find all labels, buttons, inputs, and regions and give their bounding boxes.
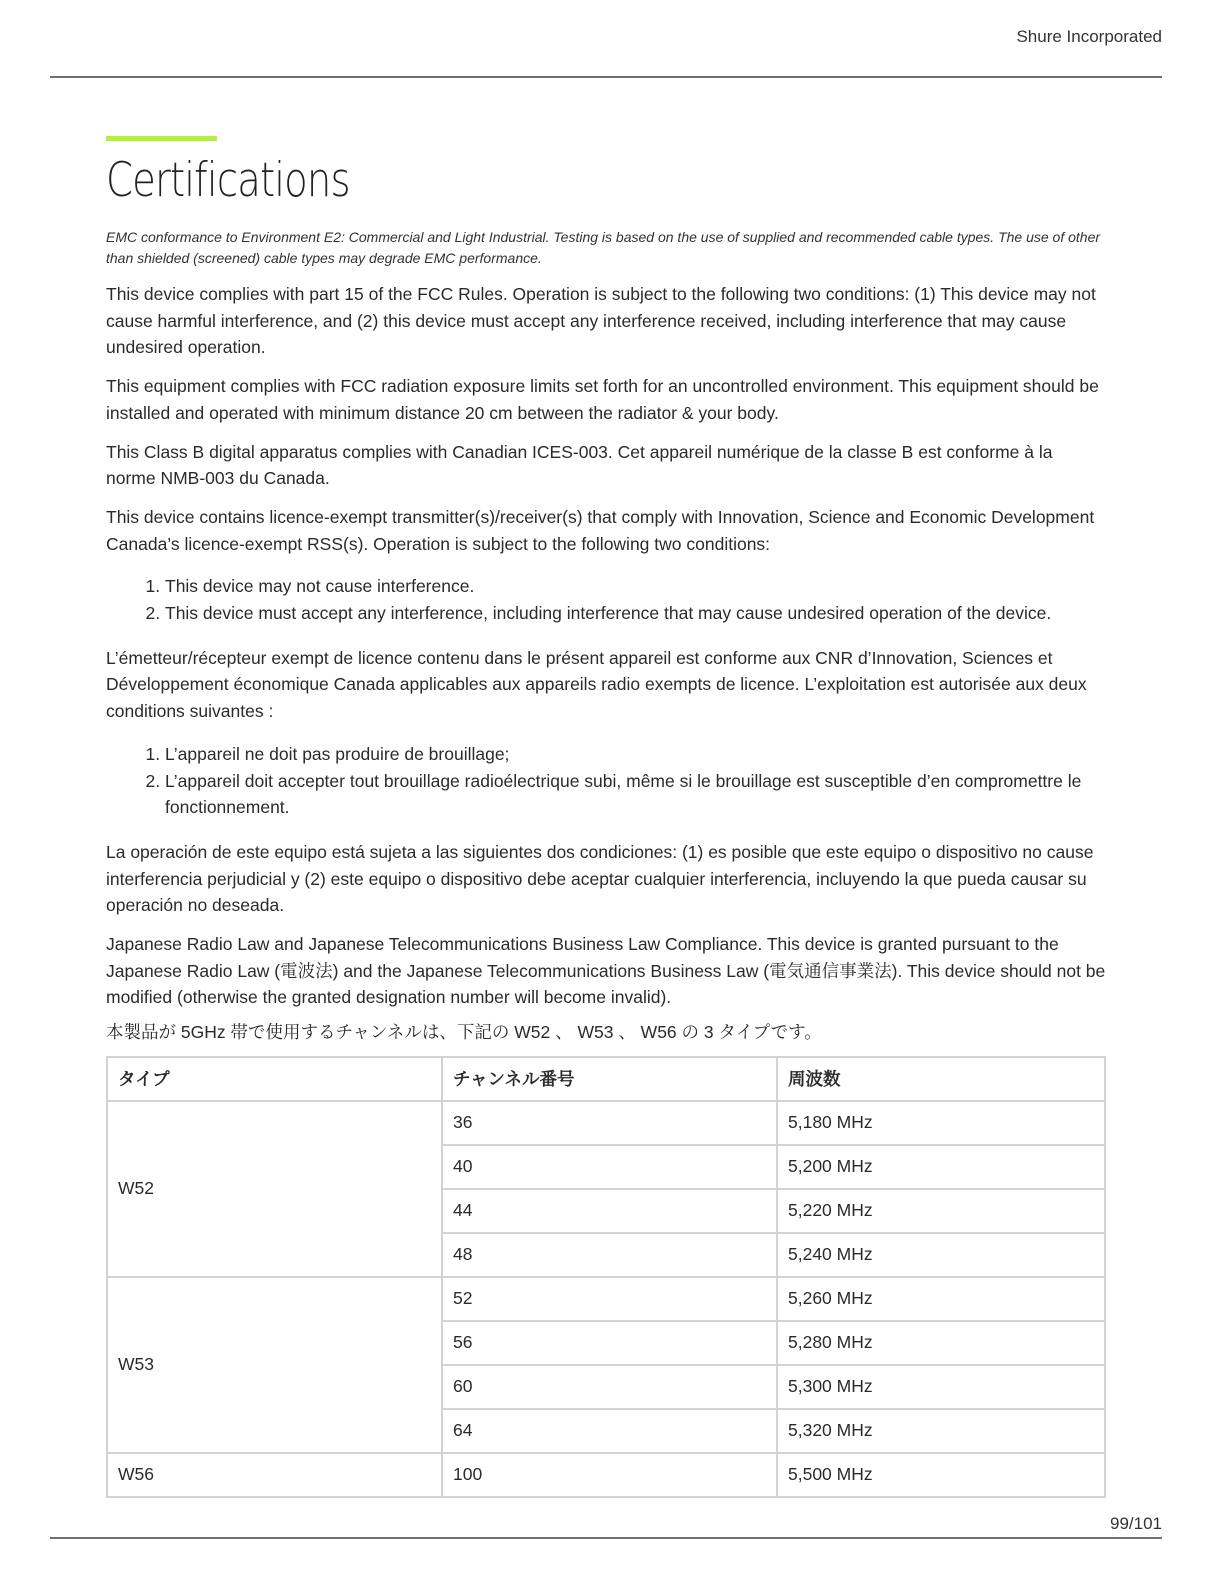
frequency-cell: 5,320 MHz xyxy=(777,1409,1105,1453)
page-title: Certifications xyxy=(106,153,350,208)
page-number: 99/101 xyxy=(1110,1514,1162,1533)
type-cell: W56 xyxy=(107,1453,442,1497)
header-channel: チャンネル番号 xyxy=(442,1057,777,1101)
frequency-cell: 5,300 MHz xyxy=(777,1365,1105,1409)
channel-cell: 44 xyxy=(442,1189,777,1233)
ised-french-conditions-list xyxy=(106,741,1106,821)
channel-cell: 60 xyxy=(442,1365,777,1409)
channel-cell: 52 xyxy=(442,1277,777,1321)
channel-cell: 64 xyxy=(442,1409,777,1453)
ised-french-paragraph: L’émetteur/récepteur exempt de licence contenu dans le présent appareil est conforme aux CNR d’Innovation, Sciences et Développement économique Canada applicables aux appareils radio exempts de licence. L’exploitation est autorisée aux deux conditions suivantes : xyxy=(106,647,1087,722)
emc-note: EMC conformance to Environment E2: Commercial and Light Industrial. Testing is based on the use of supplied and recommended cable types. The use of other than shielded (screened) cable types may degrade EMC performance. xyxy=(106,229,1101,266)
japan-5ghz-paragraph: 本製品が 5GHz 帯で使用するチャンネルは、下記の W52 、 W53 、 W56 の 3 タイプです。 xyxy=(106,1022,822,1043)
table-row xyxy=(107,1101,1105,1145)
frequency-cell: 5,200 MHz xyxy=(777,1145,1105,1189)
page-content xyxy=(106,136,1106,1498)
type-cell: W53 xyxy=(107,1277,442,1453)
list-item: 2. This device must accept any interference, including interference that may cause undesired operation of the device. xyxy=(165,600,1106,627)
japan-compliance-paragraph: Japanese Radio Law and Japanese Telecommunications Business Law Compliance. This device is granted pursuant to the Japanese Radio Law (電波法) and the Japanese Telecommunications Business Law (電気通信事業法). This device should not be modified (otherwise the granted designation number will become invalid). xyxy=(106,934,1106,1008)
list-item: 1. This device may not cause interference. xyxy=(165,573,1106,600)
ices-paragraph: This Class B digital apparatus complies with Canadian ICES-003. Cet appareil numérique de la classe B est conforme à la norme NMB-003 du Canada. xyxy=(106,441,1053,489)
header-company-name: Shure Incorporated xyxy=(1016,27,1162,46)
fcc-rf-exposure-paragraph: This equipment complies with FCC radiation exposure limits set forth for an uncontrolled environment. This equipment should be installed and operated with minimum distance 20 cm between the radiator & your body. xyxy=(106,376,1099,423)
channel-cell: 36 xyxy=(442,1101,777,1145)
title-accent-bar xyxy=(106,136,217,141)
channel-cell: 100 xyxy=(442,1453,777,1497)
frequency-cell: 5,260 MHz xyxy=(777,1277,1105,1321)
table-header-row xyxy=(107,1057,1105,1101)
channel-cell: 56 xyxy=(442,1321,777,1365)
header-frequency: 周波数 xyxy=(777,1057,1105,1101)
fcc-part15-paragraph: This device complies with part 15 of the FCC Rules. Operation is subject to the following two conditions: (1) This device may not cause harmful interference, and (2) this device must accept any interference received, including interference that may cause undesired operation. xyxy=(106,284,1096,358)
channel-cell: 48 xyxy=(442,1233,777,1277)
spanish-paragraph: La operación de este equipo está sujeta a las siguientes dos condiciones: (1) es posible que este equipo o dispositivo no cause interferencia perjudicial y (2) este equipo o dispositivo debe aceptar cualquier interferencia, incluyendo la que pueda causar su operación no deseada. xyxy=(106,841,1094,916)
table-row xyxy=(107,1453,1105,1497)
footer-divider xyxy=(50,1537,1162,1539)
frequency-cell: 5,240 MHz xyxy=(777,1233,1105,1277)
frequency-cell: 5,280 MHz xyxy=(777,1321,1105,1365)
header-type: タイプ xyxy=(107,1057,442,1101)
header-divider xyxy=(50,76,1162,78)
table-row xyxy=(107,1277,1105,1321)
type-cell: W52 xyxy=(107,1101,442,1277)
ised-paragraph: This device contains licence-exempt transmitter(s)/receiver(s) that comply with Innovation, Science and Economic Development Canada’s licence-exempt RSS(s). Operation is subject to the following two conditions: xyxy=(106,506,1095,554)
list-item: 2. L’appareil doit accepter tout brouillage radioélectrique subi, même si le brouillage est susceptible d’en compromettre le fonctionnement. xyxy=(165,768,1106,821)
frequency-cell: 5,500 MHz xyxy=(777,1453,1105,1497)
list-item: 1. L’appareil ne doit pas produire de brouillage; xyxy=(165,741,1106,768)
frequency-cell: 5,180 MHz xyxy=(777,1101,1105,1145)
frequency-cell: 5,220 MHz xyxy=(777,1189,1105,1233)
channel-cell: 40 xyxy=(442,1145,777,1189)
ised-conditions-list xyxy=(106,573,1106,626)
channel-table xyxy=(106,1056,1106,1498)
